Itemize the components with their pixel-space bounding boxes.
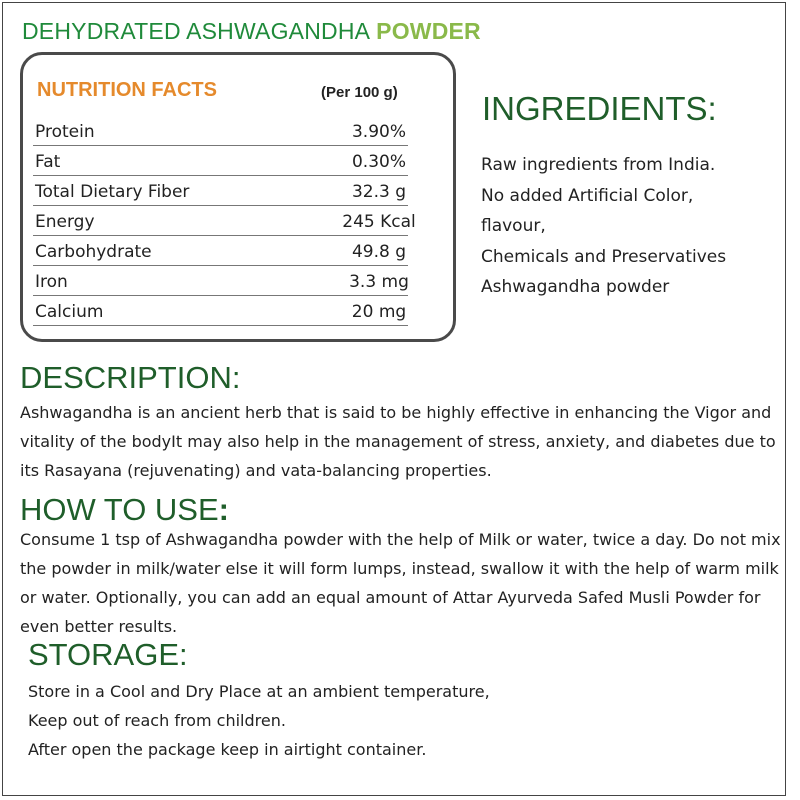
ingredient-line: flavour, <box>481 216 546 236</box>
nutrient-value: 245 Kcal <box>342 212 416 232</box>
nutrition-facts-box <box>20 52 456 342</box>
ingredient-line: Ashwagandha powder <box>481 277 670 297</box>
description-heading: DESCRIPTION: <box>20 360 241 395</box>
nutrient-value: 3.90% <box>351 122 406 142</box>
nutrition-row <box>33 236 408 266</box>
product-title <box>22 18 481 45</box>
storage-heading: STORAGE: <box>28 637 188 672</box>
nutrition-row <box>33 296 408 326</box>
nutrition-row <box>33 266 408 296</box>
description-text: Ashwagandha is an ancient herb that is said to be highly effective in enhancing the Vigor and vitality of the bodyIt may also help in the management of stress, anxiety, and diabetes due to its Rasayana (rejuvenating) and vata-balancing properties. <box>20 403 776 480</box>
nutrition-row <box>33 206 416 236</box>
ingredients-heading: INGREDIENTS: <box>482 90 717 127</box>
nutrition-per-label: (Per 100 g) <box>321 84 398 101</box>
nutrition-facts-heading: NUTRITION FACTS <box>37 79 217 101</box>
storage-list <box>28 677 490 764</box>
nutrient-value: 49.8 g <box>351 242 407 262</box>
nutrient-name: Iron <box>35 272 68 292</box>
product-title-accent: POWDER <box>376 18 481 44</box>
nutrient-name: Calcium <box>35 302 104 322</box>
nutrient-value: 20 mg <box>351 302 407 322</box>
storage-line: Store in a Cool and Dry Place at an ambient temperature, <box>28 682 490 701</box>
how-to-use-heading-text: HOW TO USE <box>20 492 219 527</box>
ingredients-list <box>481 150 726 303</box>
nutrient-name: Energy <box>35 212 95 232</box>
ingredient-line: No added Artificial Color, <box>481 185 694 206</box>
nutrient-value: 3.3 mg <box>349 272 409 292</box>
nutrient-value: 0.30% <box>351 152 406 172</box>
storage-line: Keep out of reach from children. <box>28 711 286 730</box>
ingredient-line: Chemicals and Preservatives <box>481 246 727 267</box>
product-title-main: DEHYDRATED ASHWAGANDHA <box>22 18 371 44</box>
nutrient-name: Total Dietary Fiber <box>35 182 190 202</box>
nutrient-name: Carbohydrate <box>35 242 152 262</box>
how-to-use-colon: : <box>218 492 229 527</box>
how-to-use-text: Consume 1 tsp of Ashwagandha powder with the help of Milk or water, twice a day. Do not mix the powder in milk/water else it will form lumps, instead, swallow it with the help of warm milk or water. Optionally, you can add an equal amount of Attar Ayurveda Safed Musli Powder for even better results. <box>20 530 781 636</box>
ingredient-line: Raw ingredients from India. <box>481 155 716 175</box>
nutrient-value: 32.3 g <box>351 182 407 202</box>
nutrient-name: Protein <box>35 122 95 142</box>
nutrition-row <box>33 176 408 206</box>
nutrition-row <box>33 116 408 146</box>
nutrition-row <box>33 146 408 176</box>
storage-line: After open the package keep in airtight container. <box>28 740 427 759</box>
how-to-use-heading <box>20 492 229 528</box>
nutrient-name: Fat <box>35 152 61 172</box>
